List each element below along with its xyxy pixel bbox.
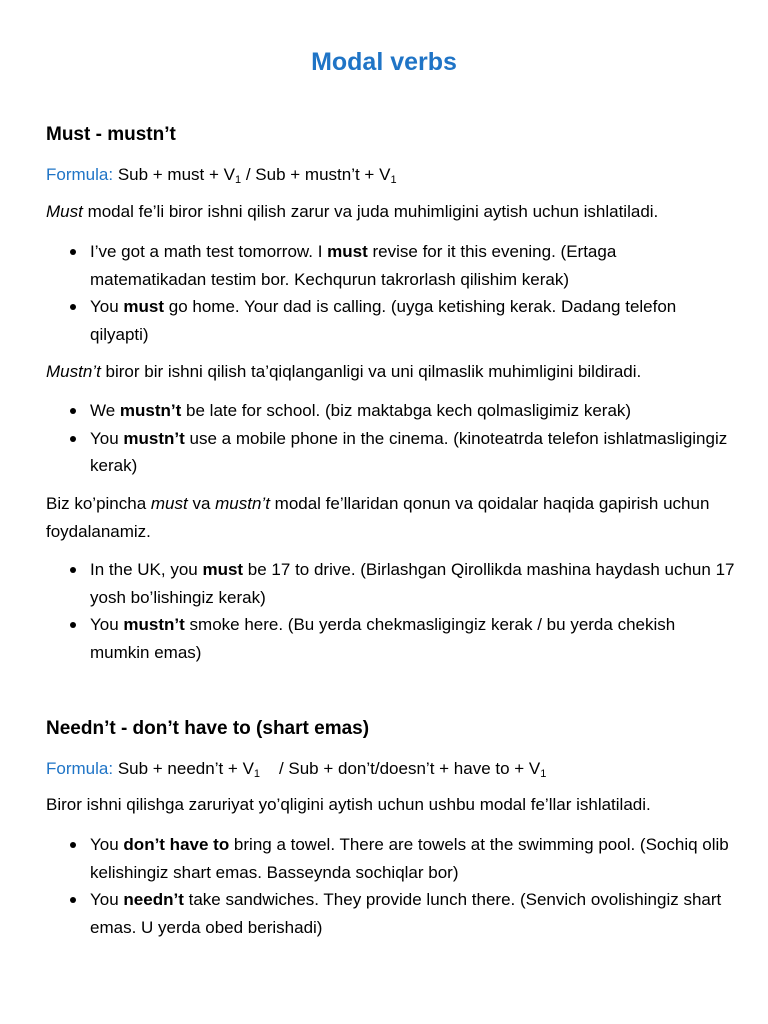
list-item: You must go home. Your dad is calling. (uyga ketishing kerak. Dadang telefon qilyapti)	[46, 293, 736, 348]
list-item: You don’t have to bring a towel. There are towels at the swimming pool. (Sochiq olib kelishingiz shart emas. Basseynda sochiqlar bor)	[46, 831, 736, 886]
must-examples-list	[46, 238, 736, 348]
rules-paragraph: Biz ko’pincha must va mustn’t modal fe’llaridan qonun va qoidalar haqida gapirish uchun foydalanamiz.	[46, 494, 710, 541]
mustnt-examples-list	[46, 397, 736, 480]
must-word: Must	[46, 202, 83, 221]
formula-label: Formula:	[46, 165, 114, 184]
must-description-text: modal fe’li biror ishni qilish zarur va juda muhimligini aytish uchun ishlatiladi.	[82, 202, 659, 221]
list-item: You mustn’t smoke here. (Bu yerda chekmasligingiz kerak / bu yerda chekish mumkin emas)	[46, 611, 736, 666]
mustnt-word: Mustn’t	[46, 362, 101, 381]
page-title: Modal verbs	[311, 48, 457, 76]
formula-text-b: / Sub + mustn’t + V	[241, 165, 391, 184]
mustnt-description	[46, 362, 641, 382]
formula-must	[46, 165, 397, 186]
section-heading-must: Must - mustn’t	[46, 124, 176, 145]
rules-examples-list	[46, 556, 736, 666]
list-item: I’ve got a math test tomorrow. I must revise for it this evening. (Ertaga matematikadan testim bor. Kechqurun takrorlash qilishim kerak)	[46, 238, 736, 293]
formula-text-a: Sub + must + V	[117, 165, 235, 184]
neednt-examples-list	[46, 831, 736, 941]
formula-text-b: / Sub + don’t/doesn’t + have to + V	[260, 759, 541, 778]
must-description	[46, 202, 658, 222]
list-item: We mustn’t be late for school. (biz maktabga kech qolmasligimiz kerak)	[46, 397, 736, 425]
formula-neednt	[46, 759, 546, 780]
mustnt-description-text: biror bir ishni qilish ta’qiqlanganligi va uni qilmaslik muhimligini bildiradi.	[100, 362, 642, 381]
formula-label: Formula:	[46, 759, 114, 778]
neednt-description: Biror ishni qilishga zaruriyat yo’qligini aytish uchun ushbu modal fe’llar ishlatiladi.	[46, 795, 651, 814]
list-item: You mustn’t use a mobile phone in the cinema. (kinoteatrda telefon ishlatmasligingiz kerak)	[46, 425, 736, 480]
formula-subscript: 1	[253, 768, 261, 780]
list-item: You needn’t take sandwiches. They provide lunch there. (Senvich ovolishingiz shart emas. U yerda obed berishadi)	[46, 886, 736, 941]
section-heading-neednt: Needn’t - don’t have to (shart emas)	[46, 718, 370, 739]
formula-subscript: 1	[390, 174, 397, 186]
formula-subscript: 1	[235, 174, 242, 186]
formula-subscript: 1	[540, 768, 547, 780]
formula-text-a: Sub + needn’t + V	[117, 759, 254, 778]
list-item: In the UK, you must be 17 to drive. (Birlashgan Qirollikda mashina haydash uchun 17 yosh bo’lishingiz kerak)	[46, 556, 736, 611]
